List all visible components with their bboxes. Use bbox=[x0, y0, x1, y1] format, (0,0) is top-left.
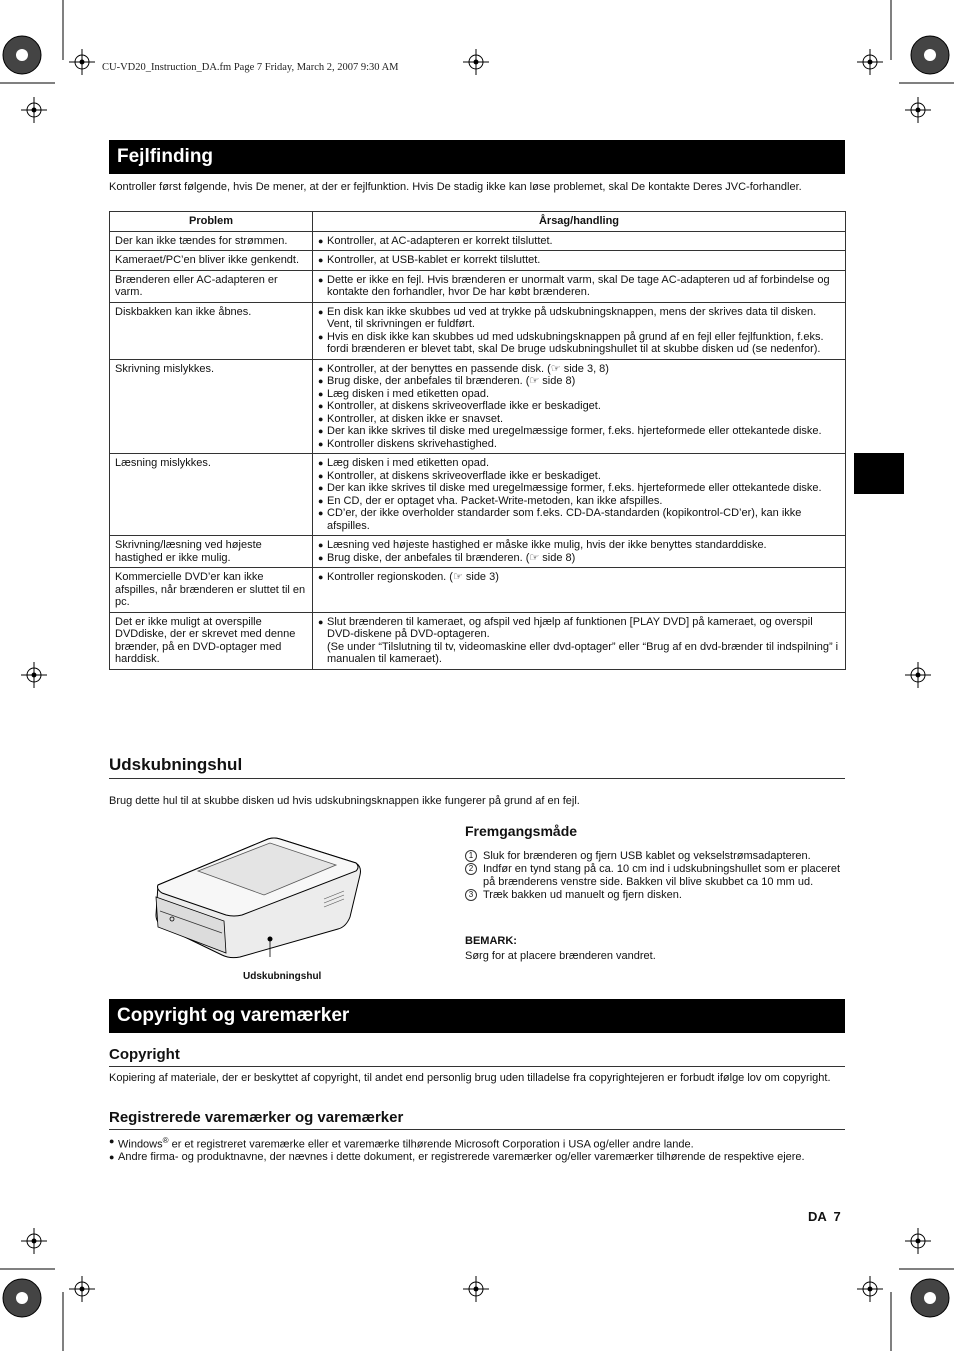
procedure-step bbox=[465, 850, 845, 863]
page-number: DA 7 bbox=[808, 1209, 841, 1224]
cause-item: ● Kontroller, at diskens skriveoverflade ikke er beskadiget. bbox=[318, 470, 840, 483]
cause-item: ● Dette er ikke en fejl. Hvis brænderen er unormalt varm, skal De tage AC-adapteren ud af forbindelse og kontakte den forhandler, hvor De har købt brænderen. bbox=[318, 274, 840, 299]
cause-list bbox=[318, 571, 840, 584]
cause-item: ● Kontroller, at disken ikke er snavset. bbox=[318, 413, 840, 426]
problem-cell: Diskbakken kan ikke åbnes. bbox=[110, 302, 313, 359]
copyright-section-title: Copyright og varemærker bbox=[109, 999, 845, 1033]
problem-cell: Kameraet/PC’en bliver ikke genkendt. bbox=[110, 251, 313, 271]
cause-cell bbox=[313, 231, 846, 251]
registered-symbol: ® bbox=[162, 1136, 169, 1145]
cause-item: ● Læg disken i med etiketten opad. bbox=[318, 388, 840, 401]
cause-item: ● Kontroller, at USB-kablet er korrekt tilsluttet. bbox=[318, 254, 840, 267]
cause-list bbox=[318, 363, 840, 451]
cause-cell bbox=[313, 359, 846, 454]
cause-item: ● Læsning ved højeste hastighed er måske ikke mulig, hvis der ikke benyttes standarddiske. bbox=[318, 539, 840, 552]
cause-cell bbox=[313, 270, 846, 302]
table-row bbox=[110, 231, 846, 251]
trademarks-list bbox=[109, 1135, 844, 1164]
problem-cell: Skrivning/læsning ved højeste hastighed er ikke mulig. bbox=[110, 536, 313, 568]
step-number: 3 bbox=[465, 889, 477, 901]
cause-item: ● Kontroller, at AC-adapteren er korrekt tilsluttet. bbox=[318, 235, 840, 248]
troubleshooting-table bbox=[109, 211, 846, 670]
cause-item: ● Brug diske, der anbefales til brænderen. (☞ side 8) bbox=[318, 552, 840, 565]
cause-list bbox=[318, 274, 840, 299]
trademarks-heading: Registrerede varemærker og varemærker bbox=[109, 1109, 845, 1130]
copyright-heading: Copyright bbox=[109, 1046, 845, 1067]
table-row bbox=[110, 302, 846, 359]
troubleshooting-intro: Kontroller først følgende, hvis De mener, at der er fejlfunktion. Hvis De stadig ikke kan løse problemet, skal De kontakte Deres JVC-forhandler. bbox=[109, 181, 802, 193]
step-number: 1 bbox=[465, 850, 477, 862]
cause-cell bbox=[313, 536, 846, 568]
trademark-item: ● Andre firma- og produktnavne, der nævnes i dette dokument, er registrerede varemærker og/eller varemærker tilhørende de respektive ejere. bbox=[109, 1151, 844, 1164]
step-text: Sluk for brænderen og fjern USB kablet og vekselstrømsadapteren. bbox=[483, 850, 811, 862]
copyright-text: Kopiering af materiale, der er beskyttet af copyright, til andet end personlig brug uden tilladelse fra copyrightejeren er forbudt ifølge lov om copyright. bbox=[109, 1072, 831, 1084]
cause-item: ● En disk kan ikke skubbes ud ved at trykke på udskubningsknappen, mens der skrives data til disken. Vent, til skrivningen er fuldført. bbox=[318, 306, 840, 331]
problem-cell: Der kan ikke tændes for strømmen. bbox=[110, 231, 313, 251]
cause-list bbox=[318, 539, 840, 564]
table-row bbox=[110, 270, 846, 302]
trademark-windows-text: er et registreret varemærke eller et varemærke tilhørende Microsoft Corporation i USA og/eller andre lande. bbox=[168, 1138, 694, 1151]
table-row bbox=[110, 612, 846, 669]
procedure-step bbox=[465, 889, 845, 902]
procedure-title: Fremgangsmåde bbox=[465, 823, 578, 839]
trademark-windows: Windows bbox=[118, 1138, 163, 1151]
cause-item: ● Brug diske, der anbefales til brænderen. (☞ side 8) bbox=[318, 375, 840, 388]
step-number: 2 bbox=[465, 863, 477, 875]
cause-item: ● Kontroller, at der benyttes en passende disk. (☞ side 3, 8) bbox=[318, 363, 840, 376]
troubleshooting-title: Fejlfinding bbox=[109, 140, 845, 174]
cause-list bbox=[318, 306, 840, 356]
cause-item: ● Kontroller, at diskens skriveoverflade ikke er beskadiget. bbox=[318, 400, 840, 413]
cause-item: ● Kontroller diskens skrivehastighed. bbox=[318, 438, 840, 451]
cause-list bbox=[318, 254, 840, 267]
table-row bbox=[110, 251, 846, 271]
cause-item: ● CD’er, der ikke overholder standarder som f.eks. CD-DA-standarden (kopikontrol-CD’er), kan ikke afspilles. bbox=[318, 507, 840, 532]
column-header-problem: Problem bbox=[110, 212, 313, 232]
cause-item: ● Slut brænderen til kameraet, og afspil ved hjælp af funktionen [PLAY DVD] på kameraet, og overspil DVD-diskene på DVD-optageren. (Se under “Tilslutning til tv, videomaskine eller dvd-optager” eller “Brug af en dvd-brænder til indspilning” i manualen til kameraet). bbox=[318, 616, 840, 666]
step-text: Indfør en tynd stang på ca. 10 cm ind i udskubningshullet som er placeret på brænderens venstre side. Bakken vil blive skubbet ca 10 mm ud. bbox=[483, 863, 841, 888]
cause-list bbox=[318, 235, 840, 248]
cause-cell bbox=[313, 251, 846, 271]
column-header-cause: Årsag/handling bbox=[313, 212, 846, 232]
table-row bbox=[110, 568, 846, 613]
problem-cell: Læsning mislykkes. bbox=[110, 454, 313, 536]
eject-hole-caption: Udskubningshul bbox=[243, 971, 322, 982]
side-tab-marker bbox=[854, 453, 904, 494]
cause-item: ● En CD, der er optaget vha. Packet-Write-metoden, kan ikke afspilles. bbox=[318, 495, 840, 508]
table-row bbox=[110, 454, 846, 536]
cause-item: ● Der kan ikke skrives til diske med uregelmæssige former, f.eks. hjerteformede eller ottekantede diske. bbox=[318, 425, 840, 438]
step-text: Træk bakken ud manuelt og fjern disken. bbox=[483, 889, 682, 901]
cause-list bbox=[318, 616, 840, 666]
table-row bbox=[110, 359, 846, 454]
burner-illustration bbox=[150, 835, 370, 960]
problem-cell: Brænderen eller AC-adapteren er varm. bbox=[110, 270, 313, 302]
cause-list bbox=[318, 457, 840, 532]
eject-hole-intro: Brug dette hul til at skubbe disken ud hvis udskubningsknappen ikke fungerer på grund af en fejl. bbox=[109, 795, 580, 807]
problem-cell: Skrivning mislykkes. bbox=[110, 359, 313, 454]
procedure-step bbox=[465, 863, 845, 889]
cause-cell bbox=[313, 302, 846, 359]
cause-item: ● Der kan ikke skrives til diske med uregelmæssige former, f.eks. hjerteformede eller ottekantede diske. bbox=[318, 482, 840, 495]
eject-hole-heading: Udskubningshul bbox=[109, 755, 845, 779]
note-title: BEMARK: bbox=[465, 935, 517, 947]
problem-cell: Det er ikke muligt at overspille DVDdiske, der er skrevet med denne brænder, på en DVD-optager med harddisk. bbox=[110, 612, 313, 669]
trademark-item bbox=[109, 1135, 844, 1151]
cause-cell bbox=[313, 612, 846, 669]
cause-cell bbox=[313, 568, 846, 613]
procedure-steps bbox=[465, 850, 845, 902]
problem-cell: Kommercielle DVD’er kan ikke afspilles, når brænderen er sluttet til en pc. bbox=[110, 568, 313, 613]
cause-cell bbox=[313, 454, 846, 536]
cause-item: ● Hvis en disk ikke kan skubbes ud med udskubningsknappen på grund af en fejl eller fejlfunktion, f.eks. fordi brænderen er blevet tabt, skal De bruge udskubningshullet til at skubbe disken ud (se nedenfor). bbox=[318, 331, 840, 356]
note-text: Sørg for at placere brænderen vandret. bbox=[465, 950, 656, 962]
file-info: CU-VD20_Instruction_DA.fm Page 7 Friday, March 2, 2007 9:30 AM bbox=[102, 62, 399, 73]
cause-item: ● Kontroller regionskoden. (☞ side 3) bbox=[318, 571, 840, 584]
cause-item: ● Læg disken i med etiketten opad. bbox=[318, 457, 840, 470]
table-row bbox=[110, 536, 846, 568]
